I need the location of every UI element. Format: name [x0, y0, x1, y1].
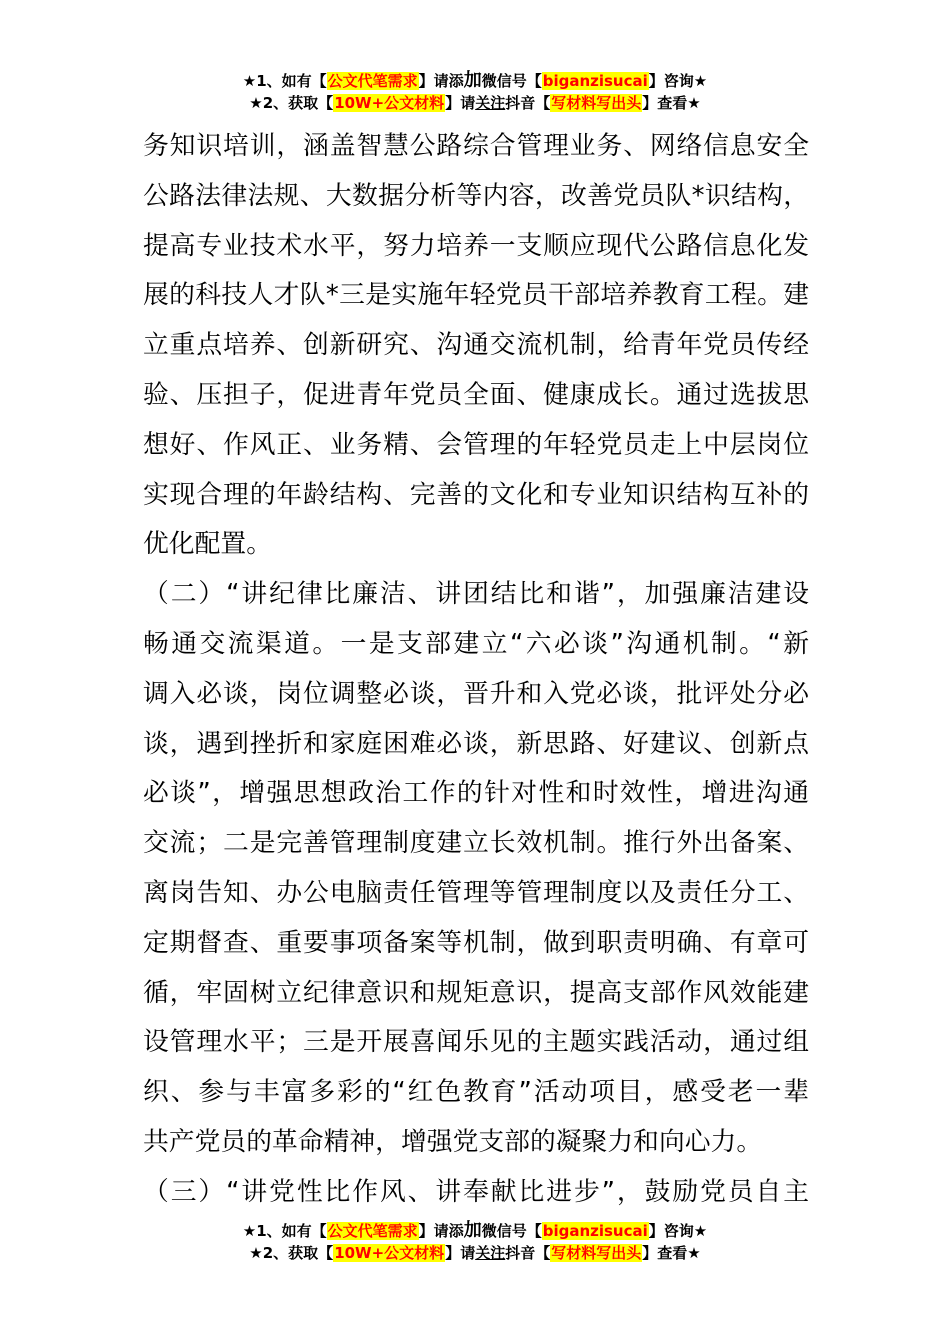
banner-text: 】请添 — [418, 72, 464, 90]
banner-text: 微信号【 — [481, 72, 542, 90]
highlight-ghostwriting: 公文代笔需求 — [327, 1222, 418, 1240]
banner-text: 】咨询★ — [648, 72, 708, 90]
banner-text: 】查看★ — [642, 1244, 701, 1262]
banner-text: 】请 — [445, 94, 476, 112]
highlight-wechat-id: biganzisucai — [542, 72, 648, 90]
body-line: 展的科技人才队*三是实施年轻党员干部培养教育工程。建 — [143, 280, 809, 311]
document-body — [143, 122, 809, 1218]
body-line: 提高专业技术水平，努力培养一支顺应现代公路信息化发 — [143, 230, 809, 261]
body-line: 实现合理的年龄结构、完善的文化和专业知识结构互补的 — [143, 479, 809, 510]
highlight-ghostwriting: 公文代笔需求 — [327, 72, 418, 90]
banner-line-1 — [0, 1219, 950, 1242]
body-line: 务知识培训，涵盖智慧公路综合管理业务、网络信息安全 — [143, 131, 809, 161]
banner-text: 】咨询★ — [648, 1222, 708, 1240]
banner-text: 】请添 — [418, 1222, 464, 1240]
body-line: 共产党员的革命精神，增强党支部的凝聚力和向心力。 — [143, 1126, 763, 1157]
section-heading-line: （二）“讲纪律比廉洁、讲团结比和谐”，加强廉洁建设 — [143, 579, 809, 610]
body-line: 畅通交流渠道。一是支部建立“六必谈”沟通机制。“新 — [143, 628, 809, 659]
highlight-douyin: 写材料写出头 — [551, 1244, 642, 1262]
banner-line-1 — [0, 69, 950, 92]
body-line: 必谈”，增强思想政治工作的针对性和时效性，增进沟通 — [143, 778, 809, 809]
top-banner — [0, 69, 950, 115]
banner-text: ★1、如有【 — [242, 1222, 327, 1240]
banner-text: 】查看★ — [642, 94, 701, 112]
banner-text: ★2、获取【 — [249, 1244, 334, 1262]
highlight-douyin: 写材料写出头 — [551, 94, 642, 112]
body-line: 织、参与丰富多彩的“红色教育”活动项目，感受老一辈 — [143, 1077, 809, 1108]
bottom-banner — [0, 1219, 950, 1265]
body-line: 设管理水平；三是开展喜闻乐见的主题实践活动，通过组 — [143, 1027, 809, 1058]
banner-text: 抖音【 — [505, 94, 551, 112]
banner-text: 】请 — [445, 1244, 476, 1262]
body-line: 循，牢固树立纪律意识和规矩意识，提高支部作风效能建 — [143, 977, 809, 1008]
body-line: 交流；二是完善管理制度建立长效机制。推行外出备案、 — [143, 828, 809, 859]
body-line: 离岗告知、办公电脑责任管理等管理制度以及责任分工、 — [143, 877, 809, 908]
body-line: 验、压担子，促进青年党员全面、健康成长。通过选拔思 — [143, 379, 809, 410]
body-line: 调入必谈，岗位调整必谈，晋升和入党必谈，批评处分必 — [143, 678, 809, 709]
section-heading-line: （三）“讲党性比作风、讲奉献比进步”，鼓励党员自主 — [143, 1176, 809, 1207]
banner-line-2 — [0, 1242, 950, 1265]
banner-text-underlined: 关注 — [475, 1244, 506, 1262]
body-line: 优化配置。 — [143, 529, 272, 560]
body-line: 立重点培养、创新研究、沟通交流机制，给青年党员传经 — [143, 330, 809, 361]
banner-text: ★2、获取【 — [249, 94, 334, 112]
banner-text: 抖音【 — [505, 1244, 551, 1262]
banner-text-underlined: 关注 — [475, 94, 506, 112]
body-line: 公路法律法规、大数据分析等内容，改善党员队*识结构， — [143, 180, 809, 211]
highlight-materials: 10W+公文材料 — [334, 94, 445, 112]
body-line: 想好、作风正、业务精、会管理的年轻党员走上中层岗位 — [143, 429, 809, 460]
body-line: 谈，遇到挫折和家庭困难必谈，新思路、好建议、创新点 — [143, 728, 809, 759]
banner-text-emphasis: 加 — [463, 70, 482, 91]
highlight-wechat-id: biganzisucai — [542, 1222, 648, 1240]
banner-line-2 — [0, 92, 950, 115]
banner-text-emphasis: 加 — [463, 1220, 482, 1241]
banner-text: ★1、如有【 — [242, 72, 327, 90]
highlight-materials: 10W+公文材料 — [334, 1244, 445, 1262]
body-line: 定期督查、重要事项备案等机制，做到职责明确、有章可 — [143, 927, 809, 958]
banner-text: 微信号【 — [481, 1222, 542, 1240]
